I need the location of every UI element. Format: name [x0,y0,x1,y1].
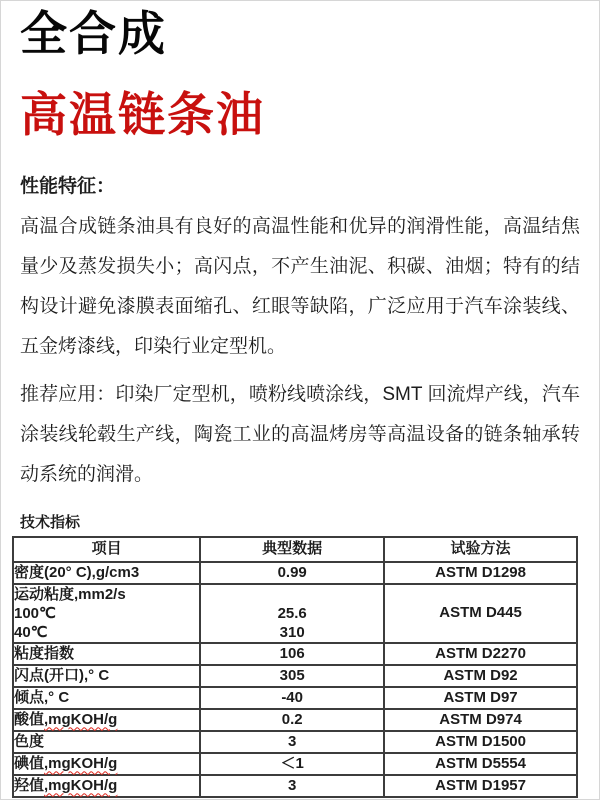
typical-value-cell: 3 [200,731,384,753]
spec-item-cell [13,709,200,731]
spec-item-cell [13,584,200,643]
spec-item-line: 100℃ [14,604,56,622]
product-name-title: 高温链条油 [20,87,265,141]
table-row [13,687,577,709]
spec-item-unit-misspelled: ,mgKOH/g [44,776,118,794]
test-method-cell: ASTM D97 [384,687,577,709]
table-row [13,665,577,687]
spec-table [12,536,578,798]
spec-item-cell [13,665,200,687]
table-row [13,584,577,643]
spec-item-label: 密度(20° C),g/cm3 [14,563,140,581]
typical-value-cell: 0.2 [200,709,384,731]
typical-value-line: 310 [279,623,305,641]
spec-item-label: 闪点(开口),° C [14,666,110,684]
table-row [13,753,577,775]
typical-value-cell: -40 [200,687,384,709]
col-header-test-method: 试验方法 [384,537,577,562]
table-row [13,709,577,731]
applications-paragraph: 推荐应用：印染厂定型机，喷粉线喷涂线，SMT 回流焊产线，汽车涂装线轮毂生产线，陶瓷工业的高温烤房等高温设备的链条轴承转动系统的润滑。 [20,383,580,485]
test-method-cell: ASTM D445 [384,584,577,643]
spec-item-label: 色度 [14,732,45,750]
spec-item-unit-misspelled: ,mgKOH/g [44,710,118,728]
features-paragraph: 高温合成链条油具有良好的高温性能和优异的润滑性能，高温结焦量少及蒸发损失小；高闪点，不产生油泥、积碳、油烟；特有的结构设计避免漆膜表面缩孔、红眼等缺陷，广泛应用于汽车涂装线、五金烤漆线，印染行业定型机。 [20,215,580,357]
test-method-cell: ASTM D974 [384,709,577,731]
test-method-cell: ASTM D92 [384,665,577,687]
test-method-cell: ASTM D1957 [384,775,577,797]
spec-item-label: 倾点,° C [14,688,70,706]
table-row [13,562,577,584]
spec-item-cell [13,562,200,584]
spec-item-cell [13,687,200,709]
spec-item-cell [13,775,200,797]
features-heading: 性能特征： [20,175,116,197]
table-row [13,775,577,797]
table-row [13,643,577,665]
spec-item-cell [13,753,200,775]
product-line-title: 全合成 [20,7,167,60]
typical-value-cell: ＜1 [200,753,384,775]
col-header-typical-data: 典型数据 [200,537,384,562]
typical-value-line: 25.6 [277,604,307,622]
test-method-cell: ASTM D5554 [384,753,577,775]
typical-value-cell: 305 [200,665,384,687]
spec-item-label: 碘值 [14,754,45,772]
col-header-item: 项目 [13,537,200,562]
typical-value-cell [200,584,384,643]
spec-item-cell [13,643,200,665]
typical-value-line [201,585,383,604]
spec-item-unit-misspelled: ,mgKOH/g [44,754,118,772]
spec-item-cell [13,731,200,753]
spec-item-label: 酸值 [14,710,45,728]
typical-value-cell: 3 [200,775,384,797]
table-row [13,731,577,753]
table-caption: 技术指标 [20,513,81,531]
test-method-cell: ASTM D1500 [384,731,577,753]
spec-item-label: 羟值 [14,776,45,794]
test-method-cell: ASTM D1298 [384,562,577,584]
spec-item-label: 粘度指数 [14,644,75,662]
spec-item-line: 运动粘度,mm2/s [14,585,126,603]
test-method-cell: ASTM D2270 [384,643,577,665]
table-header-row [13,537,577,562]
spec-item-line: 40℃ [14,623,48,641]
typical-value-cell: 0.99 [200,562,384,584]
typical-value-cell: 106 [200,643,384,665]
